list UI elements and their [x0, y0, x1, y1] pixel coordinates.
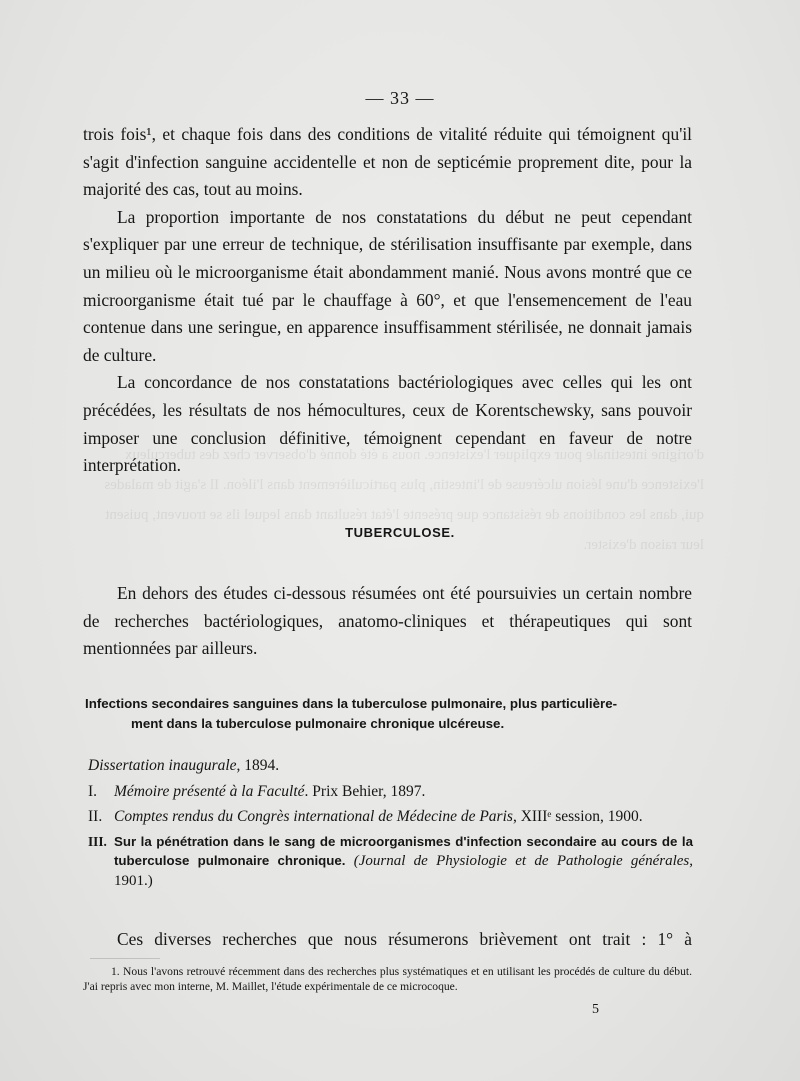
item-italic: Mémoire présenté à la Faculté: [114, 783, 305, 800]
item-number: III.: [88, 834, 107, 849]
publication-title-line1: Infections secondaires sanguines dans la tuberculose pulmonaire, plus particulière-: [85, 696, 618, 711]
paragraph-proportion: La proportion importante de nos constatations du début ne peut cependant s'expliquer par une erreur de technique, de stérilisation insuffisante par exemple, dans un milieu où le microorganisme était abondamment manié. Nous avons montré que ce microorganisme était tué par le chauffage à 60°, et que l'ensemencement de l'eau contenue dans une seringue, en apparence insuffisamment stérilisée, ne donnait jamais de culture.: [83, 206, 692, 365]
item-rest: . Prix Behier, 1897.: [304, 783, 426, 800]
item-italic: Comptes rendus du Congrès international de Médecine de Paris: [114, 808, 513, 825]
item-rest: , XIIIᵉ session, 1900.: [512, 808, 643, 825]
item-number: II.: [88, 808, 103, 825]
publication-item: [88, 782, 693, 801]
paragraph-continuation: trois fois¹, et chaque fois dans des conditions de vitalité réduite qui témoignent qu'il s'agit d'infection sanguine accidentelle et non de septicémie proprement dite, pour la majorité des cas, tout au moins.: [83, 124, 692, 200]
signature-mark: 5: [592, 1002, 599, 1017]
dissertation-line: [88, 757, 279, 775]
top-paragraphs: [83, 121, 692, 480]
paragraph-concordance: La concordance de nos constatations bactériologiques avec celles qui les ont précédées, les résultats de nos hémocultures, ceux de Korentschewsky, sans pouvoir imposer une conclusion définitive, témoignent cependant en faveur de notre interprétation.: [83, 372, 692, 476]
page-number: — 33 —: [365, 88, 435, 108]
closing-line: Ces diverses recherches que nous résumerons brièvement ont trait : 1° à: [117, 929, 692, 949]
section-heading: TUBERCULOSE.: [345, 525, 455, 540]
section-intro: En dehors des études ci-dessous résumées ont été poursuivies un certain nombre de recherches bactériologiques, anatomo-cliniques et thérapeutiques qui sont mentionnées par ailleurs.: [83, 583, 692, 659]
publication-list: [88, 782, 693, 897]
item-italic: (Journal de Physiologie et de Pathologie générales: [353, 853, 690, 869]
dissertation-label: Dissertation inaugurale: [88, 757, 237, 774]
item-bold: Sur la pénétration dans le sang de microorganismes d'infection secondaire au cours de la tuberculose pulmonaire chronique.: [114, 834, 693, 868]
publication-title-line2: ment dans la tuberculose pulmonaire chronique ulcéreuse.: [131, 716, 505, 731]
section-intro-block: [83, 580, 692, 663]
publication-item: [88, 832, 693, 891]
item-rest: , 1901.): [114, 853, 693, 889]
item-number: I.: [88, 783, 98, 800]
dissertation-year: , 1894.: [236, 757, 280, 774]
publication-title: [85, 694, 693, 734]
footnote-divider: [90, 958, 160, 959]
publication-item: [88, 807, 693, 826]
show-through-text: d'origine intestinale pour expliquer l'existence. nous a été donné d'observer chez des tuberculeux l'existence d'une lésion ulcéreuse de l'intestin, plus particulièrement dans l'iléon. Il s'agit de malades qui, dans les conditions de résistance que présente l'état résultant dans lequel ils se trouvent, puisent leur raison d'exister.: [104, 447, 704, 553]
footnote: 1. Nous l'avons retrouvé récemment dans des recherches plus systématiques et en utilisant les procédés de culture du début. J'ai repris avec mon interne, M. Maillet, l'étude expérimentale de ce microcoque.: [83, 965, 692, 993]
